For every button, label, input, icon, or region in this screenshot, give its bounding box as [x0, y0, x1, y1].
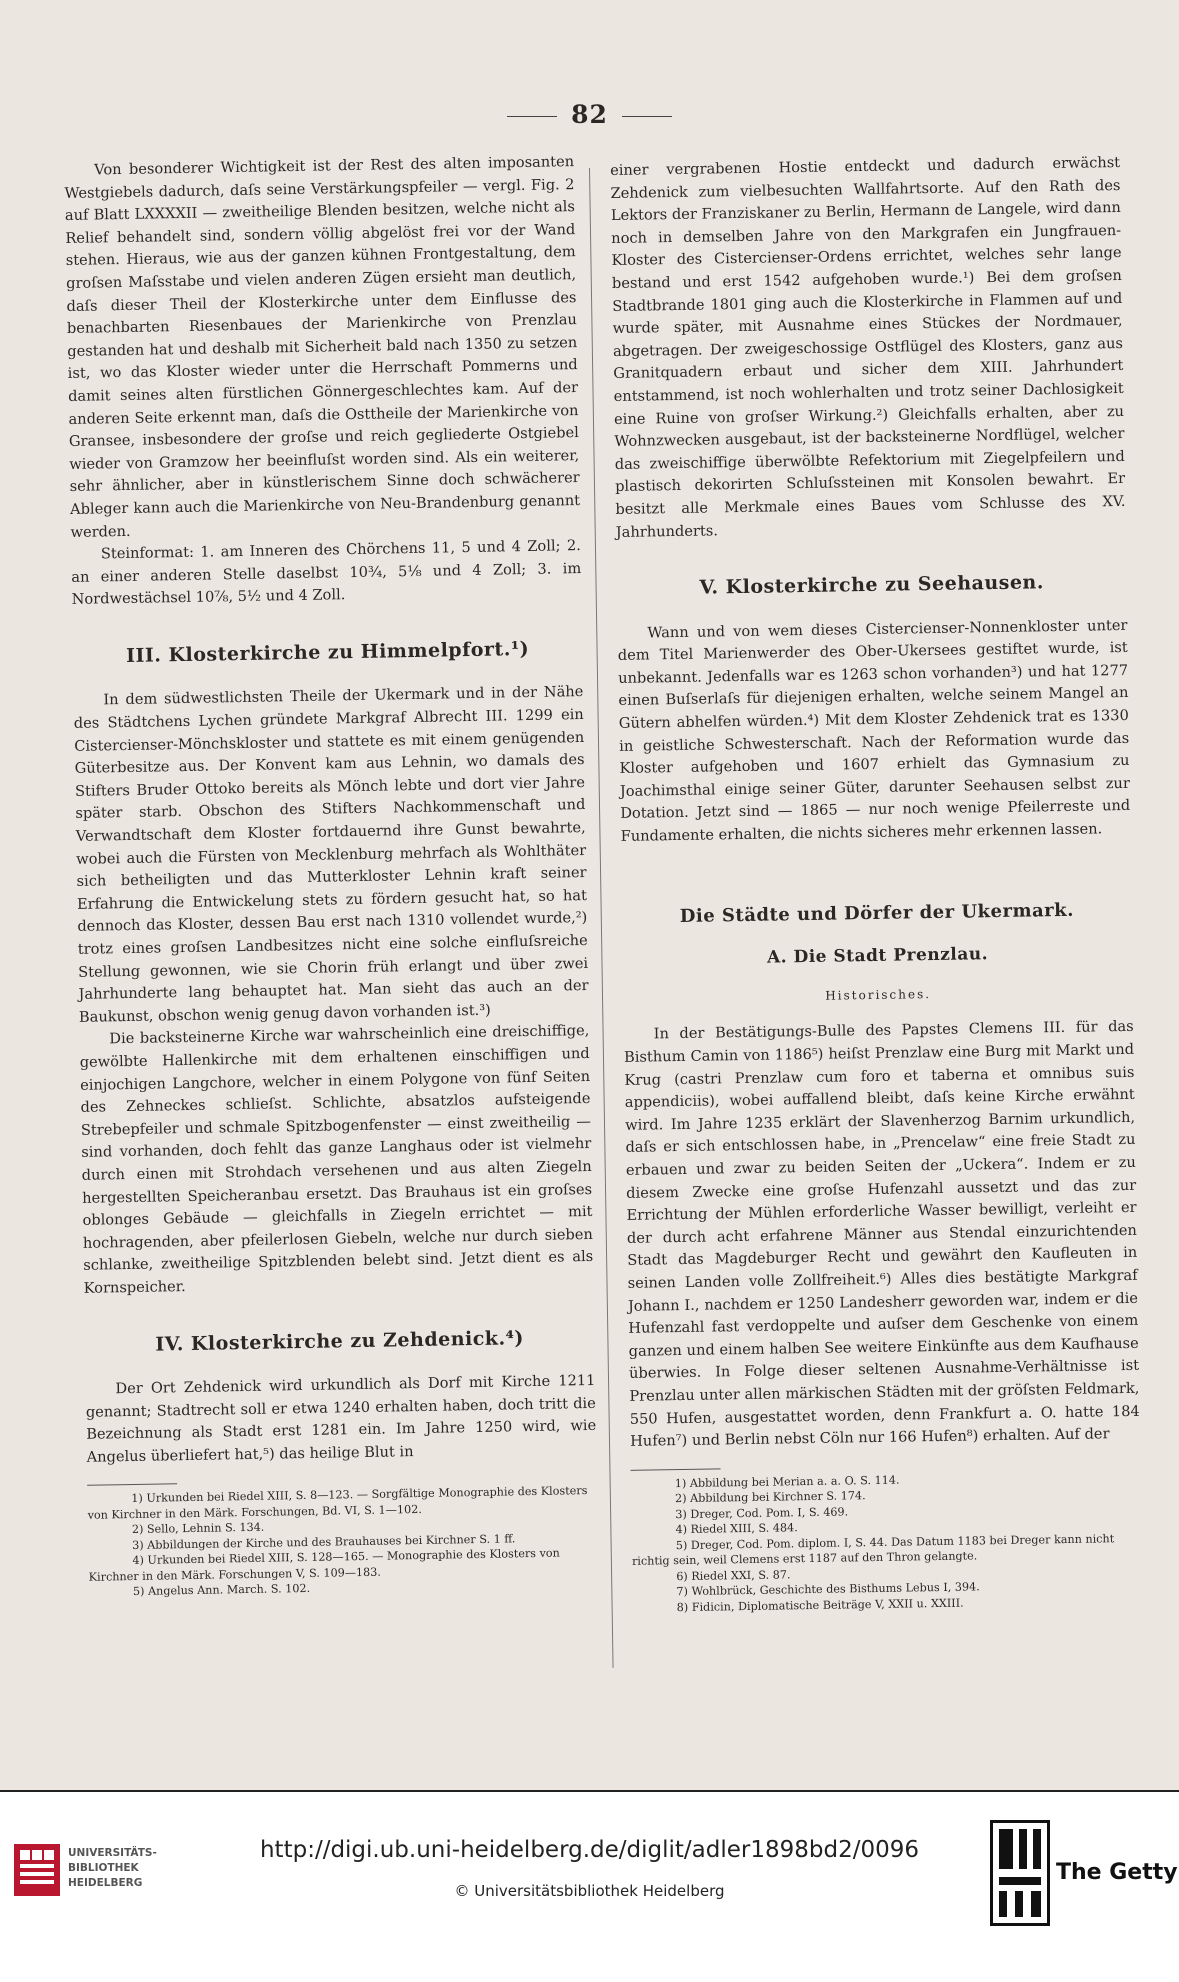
paragraph: Wann und von wem dieses Cistercienser-Nonnenkloster unter dem Titel Marienwerder des Ober-Ukersees gestiftet wurde, ist unbekannt. Jedenfalls war es 1263 schon vorhanden³) und hat 1277 einen Buſserlaſs für diejenigen erhalten, welche seinem Mangel an Gütern abhelfen würden.⁴) Mit dem Kloster Zehdenick trat es 1330 in geistliche Schwesterschaft. Nach der Reformation wurde das Kloster aufgehoben und 1607 erhielt das Gymnasium zu Joachimsthal einige seiner Güter, darunter Seehausen selbst zur Dotation. Jetzt sind — 1865 — nur noch wenige Pfeilerreste und Fundamente erhalten, die nichts sicheres mehr erkennen lassen. — [617, 616, 1131, 845]
footnote: 8) Fidicin, Diplomatische Beiträge V, XXII u. XXIII. — [676, 1596, 964, 1614]
copyright-notice: © Universitätsbibliothek Heidelberg — [454, 1882, 725, 1900]
left-column — [64, 151, 599, 1601]
footnote: 2) Sello, Lehnin S. 134. — [131, 1521, 265, 1537]
getty-logo[interactable] — [990, 1820, 1178, 1920]
footnote-rule — [631, 1468, 721, 1470]
getty-mark-icon — [990, 1820, 1050, 1926]
footnote: 3) Abbildungen der Kirche und des Brauhauses bei Kirchner S. 1 ff. — [132, 1532, 516, 1552]
footnote: 3) Dreger, Cod. Pom. I, S. 469. — [675, 1505, 849, 1521]
footnote-rule — [87, 1484, 177, 1487]
footnote: 5) Dreger, Cod. Pom. diplom. I, S. 44. Das Datum 1183 bei Dreger kann nicht richtig sein, weil Clemens erst 1187 auf den Thron gelangte. — [631, 1531, 1115, 1569]
footnotes-left — [87, 1483, 599, 1600]
paragraph: einer vergrabenen Hostie entdeckt und dadurch erwächst Zehdenick zum vielbesuchten Wallfahrtsorte. Auf den Rath des Lektors der Franziskaner zu Berlin, Hermann de Langele, wird dann noch in demselben Jahre von den Markgrafen ein Jungfrauen-Kloster des Cistercienser-Ordens errichtet, welches sehr lange bestand und erst 1542 aufgehoben wurde.¹) Bei dem groſsen Stadtbrande 1801 ging auch die Klosterkirche in Flammen auf und wurde später, mit Ausnahme eines Stückes der Nordmauer, abgetragen. Der zweigeschossige Ostflügel des Klosters, ganz aus Granitquadern erbaut und sicher dem XIII. Jahrhundert entstammend, ist noch wohlerhalten und trotz seiner Dachlosigkeit eine Ruine von groſser Wirkung.²) Gleichfalls erhalten, aber zu Wohnzwecken ausgebaut, ist der backsteinerne Nordflügel, welcher das zweischiffige überwölbte Refektorium mit Ziegelpfeilern und plastisch dekorirten Schluſssteinen mit Konsolen bewahrt. Er besitzt alle Merkmale eines Baues vom Schlusse des XV. Jahrhunderts. — [610, 153, 1126, 541]
footnote: 1) Urkunden bei Riedel XIII, S. 8—123. — Sorgfältige Monographie des Klosters von Kirchner in den Märk. Forschungen, Bd. VI, S. 1—102. — [87, 1484, 588, 1522]
section-heading-iii: III. Klosterkirche zu Himmelpfort.¹) — [125, 637, 530, 667]
footnote: 4) Riedel XIII, S. 484. — [675, 1521, 798, 1537]
subtitle: Historisches. — [825, 986, 932, 1003]
paragraph: In dem südwestlichsten Theile der Ukermark und in der Nähe des Städtchens Lychen gründete Markgraf Albrecht III. 1299 ein Cistercienser-Mönchskloster und stattete es mit einem genügenden Güterbesitze aus. Der Konvent kam aus Lehnin, wo damals des Stifters Bruder Ottoko bereits als Mönch lebte und dort vier Jahre später starb. Obschon des Stifters Nachkommenschaft und Verwandtschaft dem Kloster fortdauernd ihre Gunst bewahrte, wobei auch die Fürsten von Mecklenburg mehrfach als Wohlthäter sich betheiligten und das Mutterkloster Lehnin kraft seiner Erfahrung die Entwickelung stets zu fördern gesucht hat, so hat dennoch das Kloster, dessen Bau erst nach 1310 vollendet wurde,²) trotz eines groſsen Landbesitzes nicht eine solche einfluſsreiche Stellung gewonnen, wie sie Chorin früh erlangt und über zwei Jahrhunderte lang behauptet hat. Man sieht das auch an der Baukunst, obschon wenig genug davon vorhanden ist.³) — [73, 683, 589, 1026]
paragraph: Die backsteinerne Kirche war wahrscheinlich eine dreischiffige, gewölbte Hallenkirche mit dem erhaltenen einschiffigen und einjochigen Langchore, welcher in einem Polygone von fünf Seiten des Zehneckes schlieſst. Schlichte, absatzlos aufsteigende Strebepfeiler und schmale Spitzbogenfenster — einst zweitheilig — sind vorhanden, doch fehlt das ganze Langhaus oder ist vielmehr durch einen mit Strohdach versehenen und aus alten Ziegeln hergestellten Speicheranbau ersetzt. Das Brauhaus ist ein groſses oblonges Gebäude — gleichfalls in Ziegeln errichtet — mit hochragenden, aber pfeilerlosen Giebeln, welche nur durch sieben schlanke, zweitheilige Spitzblenden belebt sind. Jetzt dient es als Kornspeicher. — [79, 1022, 594, 1297]
right-column — [610, 152, 1143, 1616]
paragraph: Von besonderer Wichtigkeit ist der Rest des alten imposanten Westgiebels dadurch, daſs seine Verstärkungspfeiler — vergl. Fig. 2 auf Blatt LXXXXII — zweitheilige Blenden besitzen, welche nicht als Relief behandelt sind, sondern völlig abgelöst frei vor der Wand stehen. Hieraus, wie aus der ganzen kühnen Frontgestaltung, dem groſsen Maſsstabe und vielen anderen Zügen ersieht man deutlich, daſs dieser Theil der Klosterkirche unter dem Einflusse des benachbarten Riesenbaues der Marienkirche von Prenzlau gestanden hat und deshalb mit Sicherheit bald nach 1350 zu setzen ist, wo das Kloster wieder unter die Herrschaft Pommerns und damit seines alten fürstlichen Gönnergeschlechtes kam. Auf der anderen Seite erkennt man, daſs die Osttheile der Marienkirche von Gransee, insbesondere der groſse und reich gegliederte Ostgiebel wieder von Gramzow her beeinfluſst worden sind. Als ein weiterer, sehr ähnlicher, aber in künstlerischem Sinne doch schwächerer Ableger kann auch die Marienkirche von Neu-Brandenburg genannt werden. — [64, 153, 581, 541]
viewer-footer — [0, 1790, 1179, 1982]
paragraph: In der Bestätigungs-Bulle des Papstes Clemens III. für das Bisthum Camin von 1186⁵) heiſst Prenzlaw eine Burg mit Markt und Krug (castri Prenzlaw cum foro et taberna et omnibus suis appendiciis), wobei auffallend bleibt, daſs keine Kirche erwähnt wird. Im Jahre 1235 erklärt der Slavenherzog Barnim urkundlich, daſs er sich entschlossen habe, in „Prencelaw“ eine freie Stadt zu erbauen und zwar zu beiden Seiten der „Uckera“. Indem er zu diesem Zwecke eine groſse Hufenzahl aussetzt und das zur Errichtung der Mühlen erforderliche Wasser bewilligt, verleiht er der durch acht erfahrene Männer aus Stendal einzurichtenden Stadt das Magdeburger Recht und gewährt den Kaufleuten in seinen Landen volle Zollfreiheit.⁶) Alles dies bestätigte Markgraf Johann I., nachdem er 1250 Landesherr geworden war, indem er die Hufenzahl fast verdoppelte und auſser dem Geschenke von einem ganzen und einem halben See weitere Einkünfte aus dem Kaufhause überwies. In Folge dieser seltenen Ausnahme-Verhältnisse ist Prenzlau unter allen märkischen Städten mit der gröſsten Feldmark, 550 Hufen, ausgestattet worden, denn Frankfurt a. O. hatte 184 Hufen⁷) und Berlin nebst Cöln nur 166 Hufen⁸) erhalten. Auf der — [623, 1018, 1140, 1450]
chapter-heading: Die Städte und Dörfer der Ukermark. — [679, 899, 1075, 927]
paragraph: Der Ort Zehdenick wird urkundlich als Dorf mit Kirche 1211 genannt; Stadtrecht soll er etwa 1240 erhalten haben, doch tritt die Bezeichnung als Stadt erst 1281 ein. Im Jahre 1250 wird, wie Angelus überliefert hat,⁵) das heilige Blut in — [85, 1372, 597, 1466]
subsection-heading-a: A. Die Stadt Prenzlau. — [766, 944, 989, 968]
footnote: 4) Urkunden bei Riedel XIII, S. 128—165. — Monographie des Klosters von Kirchner in den Märk. Forschungen V, S. 109—183. — [88, 1547, 560, 1584]
footnote: 5) Angelus Ann. March. S. 102. — [132, 1582, 311, 1599]
section-heading-v: V. Klosterkirche zu Seehausen. — [699, 571, 1045, 599]
paragraph: Steinformat: 1. am Inneren des Chörchens 11, 5 und 4 Zoll; 2. an einer anderen Stelle daselbst 10¾, 5⅛ und 4 Zoll; 3. im Nordwestächsel 10⅞, 5½ und 4 Zoll. — [71, 537, 582, 609]
getty-name: The Getty — [1056, 1860, 1178, 1885]
footnote: 6) Riedel XXI, S. 87. — [676, 1568, 791, 1583]
logo-left-text: UNIVERSITÄTS- BIBLIOTHEK HEIDELBERG — [68, 1847, 157, 1889]
page-number: 82 — [0, 100, 1179, 129]
footnote: 1) Abbildung bei Merian a. a. O. S. 114. — [674, 1473, 900, 1490]
permalink[interactable]: http://digi.ub.uni-heidelberg.de/diglit/adler1898bd2/0096 — [259, 1837, 920, 1863]
footnote: 7) Wohlbrück, Geschichte des Bisthums Lebus I, 394. — [676, 1580, 980, 1599]
section-heading-iv: IV. Klosterkirche zu Zehdenick.⁴) — [155, 1326, 525, 1356]
footnote: 2) Abbildung bei Kirchner S. 174. — [674, 1489, 866, 1506]
footnotes-right — [631, 1469, 1143, 1616]
